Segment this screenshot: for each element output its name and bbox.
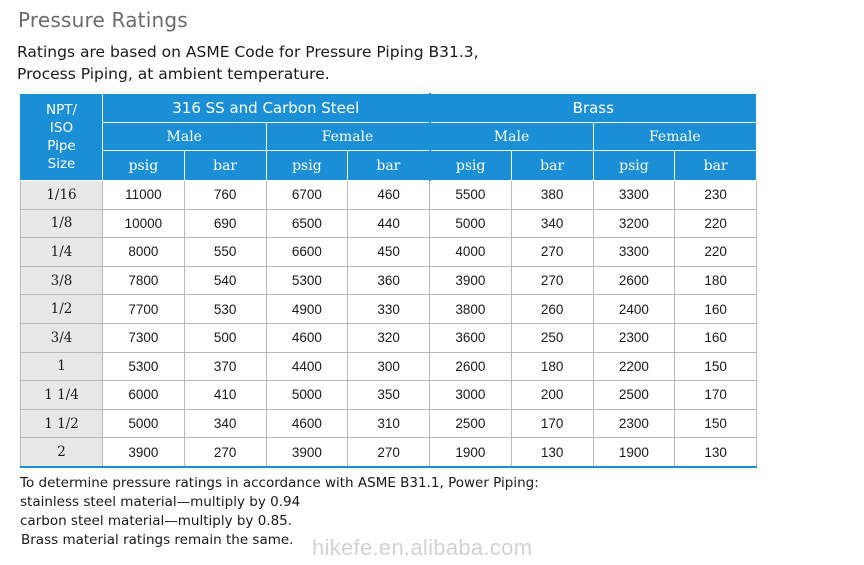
psig-cell: 5000	[430, 209, 512, 238]
psig-cell: 3800	[430, 295, 512, 324]
psig-cell: 6600	[266, 238, 348, 267]
psig-cell: 7700	[103, 295, 185, 324]
bar-cell: 270	[511, 266, 593, 295]
unit-header: bar	[184, 151, 266, 181]
table-row	[21, 181, 757, 210]
psig-cell: 2600	[593, 266, 675, 295]
psig-cell: 6500	[266, 209, 348, 238]
pipe-size-cell: 1 1/2	[21, 409, 103, 438]
bar-cell: 310	[348, 409, 430, 438]
group-header-steel: 316 SS and Carbon Steel	[103, 94, 430, 123]
psig-cell: 2200	[593, 352, 675, 381]
bar-cell: 440	[348, 209, 430, 238]
bar-cell: 540	[184, 266, 266, 295]
psig-cell: 5500	[430, 181, 512, 210]
bar-cell: 270	[511, 238, 593, 267]
pipe-size-cell: 1/16	[21, 181, 103, 210]
pipe-size-cell: 1/2	[21, 295, 103, 324]
psig-cell: 3300	[593, 181, 675, 210]
bar-cell: 320	[348, 323, 430, 352]
note-line-3: carbon steel material—multiply by 0.85.	[20, 513, 293, 529]
psig-cell: 3900	[103, 438, 185, 467]
table-row	[21, 295, 757, 324]
psig-cell: 3000	[430, 381, 512, 410]
table-row	[21, 266, 757, 295]
bar-cell: 160	[675, 295, 757, 324]
psig-cell: 2300	[593, 323, 675, 352]
watermark: hikefe.en.alibaba.com	[312, 535, 533, 560]
bar-cell: 370	[184, 352, 266, 381]
psig-cell: 2400	[593, 295, 675, 324]
bar-cell: 450	[348, 238, 430, 267]
bar-cell: 500	[184, 323, 266, 352]
bar-cell: 340	[184, 409, 266, 438]
psig-cell: 10000	[103, 209, 185, 238]
psig-cell: 3300	[593, 238, 675, 267]
bar-cell: 270	[184, 438, 266, 467]
psig-cell: 2500	[430, 409, 512, 438]
group-header-brass: Brass	[430, 94, 757, 123]
psig-cell: 3200	[593, 209, 675, 238]
bar-cell: 160	[675, 323, 757, 352]
bar-cell: 130	[675, 438, 757, 467]
subgroup-header-brass-female: Female	[593, 123, 757, 151]
unit-header: bar	[511, 151, 593, 181]
bar-cell: 550	[184, 238, 266, 267]
bar-cell: 250	[511, 323, 593, 352]
pipe-size-cell: 3/8	[21, 266, 103, 295]
size-header-line: Size	[47, 156, 76, 172]
bar-cell: 180	[511, 352, 593, 381]
subgroup-header-steel-female: Female	[266, 123, 430, 151]
table-row	[21, 209, 757, 238]
psig-cell: 5300	[103, 352, 185, 381]
bar-cell: 410	[184, 381, 266, 410]
bar-cell: 150	[675, 352, 757, 381]
psig-cell: 2600	[430, 352, 512, 381]
pipe-size-cell: 1/8	[21, 209, 103, 238]
bar-cell: 180	[675, 266, 757, 295]
bar-cell: 330	[348, 295, 430, 324]
pipe-size-cell: 2	[21, 438, 103, 467]
bar-cell: 360	[348, 266, 430, 295]
pipe-size-cell: 1	[21, 352, 103, 381]
pipe-size-cell: 1/4	[21, 238, 103, 267]
pressure-ratings-table	[20, 93, 757, 468]
size-header-line: NPT/	[45, 102, 78, 118]
bar-cell: 260	[511, 295, 593, 324]
pipe-size-cell: 3/4	[21, 323, 103, 352]
bar-cell: 270	[348, 438, 430, 467]
size-header-line: Pipe	[47, 138, 76, 154]
psig-cell: 5000	[266, 381, 348, 410]
bar-cell: 530	[184, 295, 266, 324]
bar-cell: 690	[184, 209, 266, 238]
psig-cell: 4000	[430, 238, 512, 267]
table-body	[21, 181, 757, 467]
psig-cell: 6700	[266, 181, 348, 210]
psig-cell: 7300	[103, 323, 185, 352]
psig-cell: 2300	[593, 409, 675, 438]
table-row	[21, 381, 757, 410]
unit-header: psig	[266, 151, 348, 181]
unit-header: bar	[675, 151, 757, 181]
note-line-4: Brass material ratings remain the same.	[21, 532, 294, 548]
note-line-2: stainless steel material—multiply by 0.94	[20, 494, 301, 510]
bar-cell: 130	[511, 438, 593, 467]
psig-cell: 4600	[266, 409, 348, 438]
intro-text	[17, 41, 479, 85]
psig-cell: 1900	[593, 438, 675, 467]
pipe-size-cell: 1 1/4	[21, 381, 103, 410]
page-title: Pressure Ratings	[18, 8, 188, 32]
table-row	[21, 352, 757, 381]
psig-cell: 3900	[430, 266, 512, 295]
psig-cell: 3600	[430, 323, 512, 352]
psig-cell: 8000	[103, 238, 185, 267]
unit-header: psig	[103, 151, 185, 181]
psig-cell: 6000	[103, 381, 185, 410]
psig-cell: 3900	[266, 438, 348, 467]
psig-cell: 2500	[593, 381, 675, 410]
bar-cell: 220	[675, 209, 757, 238]
psig-cell: 4600	[266, 323, 348, 352]
subgroup-header-brass-male: Male	[430, 123, 594, 151]
bar-cell: 170	[511, 409, 593, 438]
psig-cell: 4400	[266, 352, 348, 381]
psig-cell: 5000	[103, 409, 185, 438]
psig-cell: 4900	[266, 295, 348, 324]
bar-cell: 200	[511, 381, 593, 410]
subgroup-header-steel-male: Male	[103, 123, 267, 151]
psig-cell: 5300	[266, 266, 348, 295]
unit-header: psig	[593, 151, 675, 181]
bar-cell: 150	[675, 409, 757, 438]
pipe-size-header	[21, 94, 103, 181]
psig-cell: 11000	[103, 181, 185, 210]
table-row	[21, 409, 757, 438]
bar-cell: 220	[675, 238, 757, 267]
bar-cell: 380	[511, 181, 593, 210]
bar-cell: 760	[184, 181, 266, 210]
bar-cell: 460	[348, 181, 430, 210]
intro-line-2: Process Piping, at ambient temperature.	[17, 65, 330, 83]
table-row	[21, 323, 757, 352]
table-row	[21, 438, 757, 467]
table-row	[21, 238, 757, 267]
intro-line-1: Ratings are based on ASME Code for Pressure Piping B31.3,	[17, 43, 479, 61]
bar-cell: 300	[348, 352, 430, 381]
bar-cell: 230	[675, 181, 757, 210]
bar-cell: 350	[348, 381, 430, 410]
psig-cell: 7800	[103, 266, 185, 295]
bar-cell: 170	[675, 381, 757, 410]
unit-header: psig	[430, 151, 512, 181]
unit-header: bar	[348, 151, 430, 181]
bar-cell: 340	[511, 209, 593, 238]
size-header-line: ISO	[49, 120, 74, 136]
psig-cell: 1900	[430, 438, 512, 467]
note-line-1: To determine pressure ratings in accordance with ASME B31.1, Power Piping:	[20, 475, 539, 491]
